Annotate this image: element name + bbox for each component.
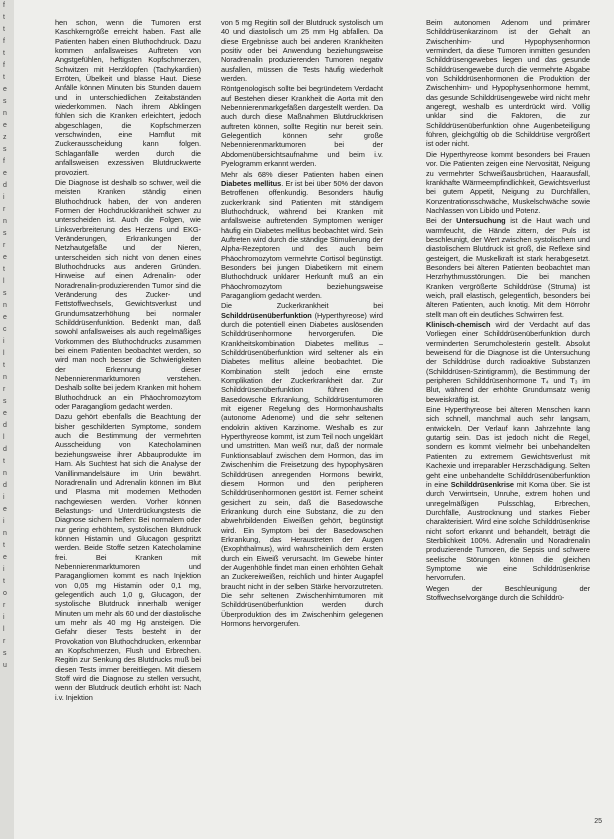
margin-letter: n [3, 218, 7, 225]
margin-letter: d [3, 422, 7, 429]
margin-letter: u [3, 662, 7, 669]
margin-letter: l [3, 434, 5, 441]
margin-letter: t [3, 542, 5, 549]
margin-letter: t [3, 14, 5, 21]
paragraph: Die Zuckerkrankheit bei Schilddrüsenüberfunktion (Hyperthyreose) wird durch die potentiell einen Diabetes auslösenden Schilddrüsenhormone hervorgerufen. Die Krankheitskombination Diabetes mellitus – Schilddrüsenüberfunktion wird seltener als ein Diabetes mellitus alleine beobachtet. Die Kombination stellt jedoch eine ernste Komplikation der Zuckerkrankheit dar. Zur Schilddrüsenüberfunktion führen die Basedowsche Erkrankung, Schilddrüsentumoren mit eigener Regelung des Hormonhaushalts (autonome Adenome) und die sehr seltenen endokrin aktiven Karzinome. Weshalb es zur Hyperthyreose kommt, ist zum Teil noch ungeklärt und umstritten. Man weiß nur, daß der normale Funktionsablauf zwischen dem Hormon, das im Zwischenhirn die Freisetzung des hypophysären Schilddrüsen anregenden Hormons bewirkt, diesem Hormon und den peripheren Schilddrüsenhormonen gestört ist. Ferner scheint gesichert zu sein, daß die Basedowsche Erkrankung durch eine Substanz, die zu den abwehrbildenden Eiweißen gehört, begünstigt wird. Ein Symptom bei der Basedowschen Erkrankung, das Heraustreten der Augen (Exophthalmus), wird wahrscheinlich dem ersten durch ein Eiweiß verursacht. Im Gewebe hinter der Augenhöhle findet man einen erhöhten Gehalt an Zuckereiweißen, reichlich und hinter Augapfel braucht nicht in der selben Stärke hervorzutreten. Die sehr seltenen Zwischenhirntumoren mit Schilddrüsenüberfunktion werden durch Überproduktion des im Zwischenhirn gelegenen Hormons hervorgerufen. [221, 301, 383, 628]
margin-letter: r [3, 602, 6, 609]
margin-letter: n [3, 470, 7, 477]
margin-letter: t [3, 74, 5, 81]
margin-letter: t [3, 266, 5, 273]
margin-letter: n [3, 374, 7, 381]
paragraph: Die Diagnose ist deshalb so schwer, weil die meisten Kranken ständig einen Bluthochdruck haben, der von anderen Formen der Hochdruckkrankheit schwer zu unterscheiden ist. Auch die Folgen, wie Linksverbreiterung des Herzens und EKG-Veränderungen, Erkrankungen der Netzhautgefäße und der Nieren, unterscheiden sich nicht von denen eines Bluthochdrucks aus anderen Gründen. Hinweise auf einen Adrenalin- oder Noradrenalin-produzierenden Tumor sind die Veränderung des Zucker- und Fettstoffwechsels, Gewichtsverlust und Grundumsatzerhöhung bei normaler Schilddrüsenfunktion. Bedenkt man, daß sowohl anfallsweises als auch regelmäßiges Vorkommen des Bluthochdrucks zusammen bei einem Patienten beobachtet werden, so wird man noch besser die Schwierigkeiten der Erkennung dieser Nebennierenmarktumoren verstehen. Deshalb sollte bei jedem Kranken mit hohem Bluthochdruck an ein Phäochromozytom oder Paragangliom gedacht werden. [55, 177, 201, 412]
paragraph: Eine Hyperthyreose bei älteren Menschen kann sich schnell, manchmal auch sehr langsam, entwickeln. Der Verlauf kann Jahrzehnte lang gutartig sein. Das ist jedoch nicht die Regel, sondern es kommt vielmehr bei unbehandelten Patienten zu extremem Gewichtsverlust mit Kachexie und irreparabler Herzschädigung. Selten geht eine unbehandelte Schilddrüsenüberfunktion in eine Schilddrüsenkrise mit Koma über. Sie ist durch Verwirrtsein, Unruhe, extrem hohen und unregelmäßigen Pulsschlag, Erbrechen, Durchfälle, Austrocknung und starkes Fieber charakterisiert. Wird eine solche Schilddrüsenkrise nicht sofort erkannt und behandelt, beträgt die Sterblichkeit 100%. Adrenalin und Noradrenalin produzierende Tumoren, die Sepsis und schwere seelische Störungen können die gleichen Symptome wie eine Schilddrüsenkrise hervorrufen. [426, 405, 590, 583]
margin-letter: o [3, 590, 7, 597]
paragraph: von 5 mg Regitin soll der Blutdruck systolisch um 40 und diastolisch um 25 mm Hg abfallen. Da diese Ergebnisse auch bei anderen Krankheiten positiv oder bei Anwendung beziehungsweise Noradrenalin produzierenden Tumoren negativ ausfallen, müssen die Tests häufig wiederholt werden. [221, 18, 383, 84]
margin-letter: r [3, 206, 6, 213]
page-number: 25 [594, 818, 602, 825]
margin-letter: z [3, 134, 7, 141]
margin-letter: t [3, 458, 5, 465]
paragraph: hen schon, wenn die Tumoren erst Kaschkerngröße erreicht haben. Fast alle Patienten haben einen Bluthochdruck. Dazu kommen anfallsweises Auftreten von Angstgefühlen, heftigsten Kopfschmerzen, Schwitzen mit Herzklopfen (Tachykardien) Erröten, Übelkeit und blasse Haut. Diese Anfälle können Minuten bis Stunden dauern und in unterschiedlichen Zeitabständen wiederkommen. Nach ihrem Abklingen fühlen sich die Kranken erleichtert, jedoch abgeschlagen, die Kopfschmerzen verschwinden, eine Harnflut mit Zuckerausscheidung kann folgen. Schlaganfälle werden durch die anfallsweisen exzessiven Blutdruckwerte provoziert. [55, 18, 201, 177]
text-column-2 [221, 18, 383, 830]
margin-letter: s [3, 230, 7, 237]
margin-letter: s [3, 398, 7, 405]
margin-letter: e [3, 314, 7, 321]
margin-letter: t [3, 362, 5, 369]
paragraph: Wegen der Beschleunigung der Stoffwechselvorgänge durch die Schilddrü- [426, 583, 590, 602]
margin-letter: i [3, 338, 5, 345]
margin-letter: r [3, 638, 6, 645]
margin-letter: f [3, 38, 5, 45]
margin-letter: s [3, 650, 7, 657]
margin-letter: t [3, 50, 5, 57]
margin-letter: e [3, 506, 7, 513]
margin-letter: i [3, 614, 5, 621]
margin-letter: d [3, 182, 7, 189]
margin-letter: r [3, 386, 6, 393]
margin-letter: e [3, 86, 7, 93]
margin-letter: e [3, 254, 7, 261]
margin-letter: s [3, 146, 7, 153]
text-column-3 [426, 18, 590, 830]
paragraph: Die Hyperthyreose kommt besonders bei Frauen vor. Die Patienten zeigen eine Nervosität, Neigung zu vermehrter Schweißausbrüchen, Haarausfall, krankhafte Wärmeempfindlichkeit, Gewichtsverlust bei gutem Appetit, Neigung zu Durchfällen, Konzentrationsschwäche, Muskelschwäche sowie Nachlassen von Libido und Potenz. [426, 149, 590, 215]
margin-letter: s [3, 98, 7, 105]
margin-letter: n [3, 302, 7, 309]
margin-letter: d [3, 482, 7, 489]
paragraph: Dazu gehört ebenfalls die Beachtung der bisher geschilderten Symptome, sondern auch die Bestimmung der vermehrten Ausscheidung von Katecholaminen beziehungsweise ihrer Abbauprodukte im Harn. Als Suchtest hat sich die Analyse der Vanillinmandelsäure im Urin bewährt. Noradrenalin und Adrenalin können im Blut und Plasma mit modernen Methoden nachgewiesen werden. Vorher können Belastungs- und Unterdrückungstests die Diagnose sichern helfen: Bei normalem oder nur gering erhöhtem, systolischen Blutdruck können Histamin und Glucagon gespritzt werden. Beide Stoffe setzen Katecholamine frei. Bei Kranken mit Nebennierenmarktumoren und Paragangliomen kommt es nach Injektion von 0,05 mg Histamin oder 0,1 mg, gelegentlich auch 1,0 g, Glucagon, der systolische Blutdruck innerhalb weniger Minuten um mehr als 60 und der diastolische um mehr als 40 mg Hg ansteigen. Die Gefahr dieser Tests besteht in der Provokation von Bluthochdrucken, erkennbar an Kopfschmerzen, Flush und Erbrechen. Regitin zur Senkung des Blutdrucks muß bei diesen Tests immer bereitliegen. Mit diesem Stoff wird die Diagnose zu stellen versucht, wenn der Blutdruck deutlich erhöht ist: Nach i.v. Injektion [55, 412, 201, 702]
paragraph: Beim autonomen Adenom und primärer Schilddrüsenkarzinom ist der Gehalt an Zwischenhirn- und Hypophysenhormon vermindert, da diese Tumoren inmitten gesunden Schilddrüsengewebes liegen und das gesunde Schilddrüsengewebe durch die vermehrte Abgabe von Schilddrüsenhormonen die Produktion der Zwischenhirn- und Hypophysenhormone hemmt, das gesunde Schilddrüsengewebe wird nicht mehr angeregt, weshalb es unterdrückt wird. Völlig unklar sind die Faktoren, die zur Schilddrüsenüberfunktion ohne Augenbeteiligung führen, gleichgültig ob die Schilddrüse vergrößert ist oder nicht. [426, 18, 590, 149]
margin-letter: e [3, 170, 7, 177]
margin-letter: n [3, 110, 7, 117]
margin-letter: i [3, 194, 5, 201]
margin-letter: i [3, 566, 5, 573]
margin-letter: c [3, 326, 7, 333]
paragraph: Mehr als 68% dieser Patienten haben einen Diabetes mellitus. Er ist bei über 50% der davon Betroffenen offenkundig. Besonders häufig zuckerkrank sind Patienten mit ständigem Bluthochdruck, während bei Kranken mit anfallsweise auftretenden Symptomen weniger häufig ein Diabetes mellitus beobachtet wird. Sein Auftreten wird durch die ständige Stimulierung der Alpha-Rezeptoren und des auch beim Phäochromozytom vermehrte Cortisol begünstigt. Besonders bei jungen Diabetikern mit einem Bluthochdruck unklarer Herkunft muß an ein Phäochromozytom beziehungsweise Paragangliom gedacht werden. [221, 169, 383, 300]
margin-letter: t [3, 578, 5, 585]
paragraph: Klinisch-chemisch wird der Verdacht auf das Vorliegen einer Schilddrüsenüberfunktion durch verminderten Serumcholesterin gestellt. Absolut beweisend für die Diagnose ist die Untersuchung der Schilddrüse durch radioaktive Substanzen (Schilddrüsen-Szintigramm), die Bestimmung der peripheren Schilddrüsenhormone T₄ und T₃ im Blut, während der erhöhte Grundumsatz wenig beweiskräftig ist. [426, 320, 590, 404]
margin-letter: i [3, 518, 5, 525]
margin-letter: r [3, 242, 6, 249]
margin-letter: i [3, 494, 5, 501]
margin-letter: e [3, 554, 7, 561]
paragraph: Bei der Untersuchung ist die Haut wach und warmfeucht, die Hände zittern, der Puls ist beschleunigt, der Wert zwischen systolischem und diastolischem Blutdruck ist groß, die Reflexe sind gesteigert, die Muskelkraft ist stark herabgesetzt. Besonders bei älteren Patienten beobachtet man Herzrhythmusstörungen. Die bei manchen Kranken vergrößerte Schilddrüse (Struma) ist weich, prall elastisch, gelegentlich, besonders bei älteren Patienten, auch knotig. Mit dem Hörrohr stellt man oft ein deutliches Schwirren fest. [426, 216, 590, 319]
margin-letter: f [3, 158, 5, 165]
adjacent-page-margin [0, 0, 14, 839]
text-column-1 [55, 18, 201, 830]
margin-letter: l [3, 350, 5, 357]
margin-letter: s [3, 290, 7, 297]
margin-letter: d [3, 446, 7, 453]
margin-letter: n [3, 530, 7, 537]
margin-letter: l [3, 278, 5, 285]
margin-letter: e [3, 410, 7, 417]
margin-letter: l [3, 626, 5, 633]
margin-letter: f [3, 2, 5, 9]
margin-letter: t [3, 26, 5, 33]
margin-letter: f [3, 62, 5, 69]
paragraph: Röntgenologisch sollte bei begründetem Verdacht auf Bestehen dieser Krankheit die Aorta mit den Nebennierenmarkgefäßen dargestellt werden. Da auch durch diese Maßnahmen Blutdruckkrisen auftreten können, sollte Regitin nur bereit sein. Gelegentlich können sehr große Nebennierenmarktumoren bei der Abdomenübersichtsaufnahme und beim i.v. Pyelogramm erkannt werden. [221, 84, 383, 169]
margin-letter: e [3, 122, 7, 129]
